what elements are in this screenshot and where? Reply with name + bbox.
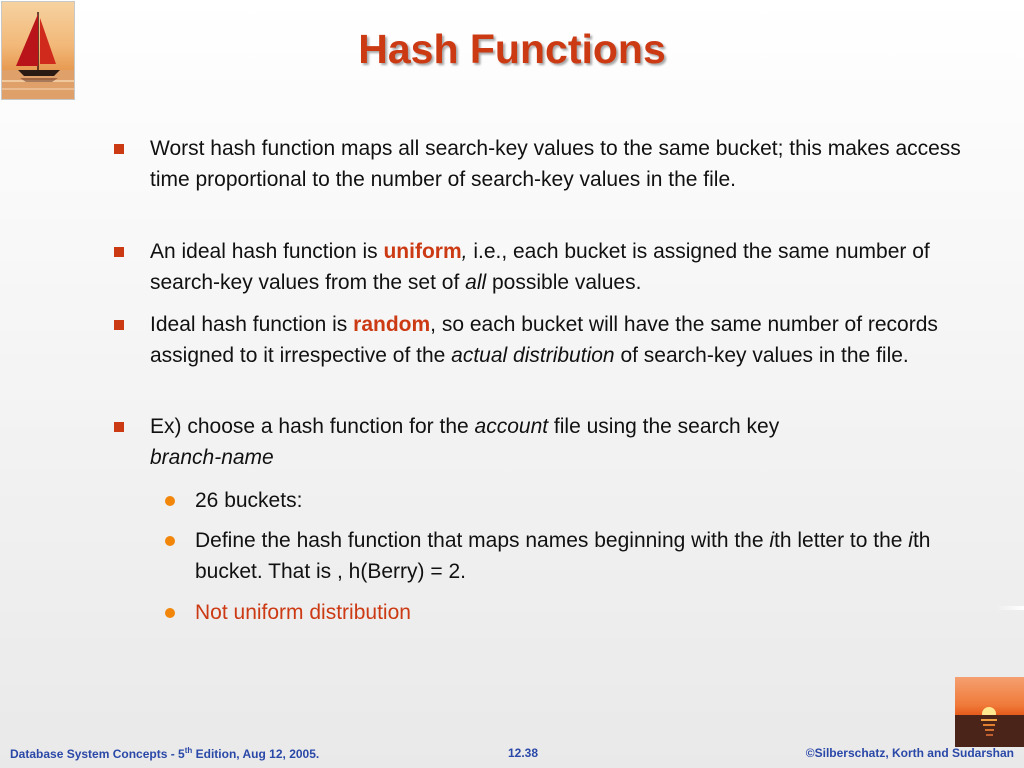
bullet-square-icon — [114, 320, 124, 330]
emphasis-branch-name: branch-name — [150, 446, 274, 469]
bullet-text-post: of search-key values in the file. — [614, 344, 909, 367]
emphasis-account: account — [474, 415, 549, 438]
subbullet-text-b: th letter to the — [774, 529, 909, 552]
slide-title: Hash Functions — [358, 26, 666, 72]
footer-book-title — [10, 746, 319, 761]
emphasis-i: i — [908, 529, 913, 552]
subbullet-text: 26 buckets: — [195, 489, 303, 512]
bullet-text-pre: Ex) choose a hash function for the — [150, 415, 475, 438]
subbullet-text-a: Define the hash function that maps names beginning with the — [195, 529, 770, 552]
subbullet-not-uniform — [195, 597, 955, 628]
bullet-text-mid: i.e., each bucket is assigned the same number of search-key values from the set of — [150, 240, 930, 294]
bullet-square-icon — [114, 422, 124, 432]
emphasis-i: i — [769, 529, 775, 552]
comma: , — [461, 240, 468, 263]
bullet-dot-icon — [165, 536, 175, 546]
bullet-text-pre: An ideal hash function is — [150, 240, 384, 263]
sunset-icon — [955, 677, 1024, 747]
subbullet-26-buckets — [195, 485, 955, 516]
bullet-square-icon — [114, 247, 124, 257]
bullet-dot-icon — [165, 608, 175, 618]
bullet-ideal-random — [150, 309, 980, 371]
bullet-text-mid: , so each bucket will have the same number of records assigned to it irrespective of the — [150, 313, 938, 367]
bullet-text-mid: file using the search key — [548, 415, 780, 438]
emphasis-actual-distribution: actual distribution — [451, 344, 615, 367]
emphasis-all: all — [465, 271, 487, 294]
subbullet-text: Not uniform distribution — [195, 601, 411, 624]
decorative-swoosh — [996, 606, 1024, 610]
bullet-worst-hash — [150, 133, 980, 195]
bullet-text: Worst hash function maps all search-key values to the same bucket; this makes access time proportional to the number of search-key values in the file. — [150, 137, 961, 191]
footer-text: Database System Concepts - 5 — [10, 747, 185, 761]
bullet-text-pre: Ideal hash function is — [150, 313, 354, 336]
footer-slide-number: 12.38 — [508, 746, 539, 760]
bullet-text-post: possible values. — [486, 271, 642, 294]
subbullet-define-hash — [195, 525, 955, 587]
highlight-random: random — [353, 313, 431, 336]
footer-superscript: th — [184, 746, 193, 755]
footer-copyright: ©Silberschatz, Korth and Sudarshan — [805, 746, 1014, 760]
subbullet-text-c: th bucket. That is , h(Berry) = 2. — [195, 529, 931, 583]
bullet-dot-icon — [165, 496, 175, 506]
bullet-example — [150, 411, 980, 473]
footer-text: Edition, Aug 12, 2005. — [192, 747, 320, 761]
highlight-uniform: uniform — [383, 240, 462, 263]
bullet-square-icon — [114, 144, 124, 154]
bullet-ideal-uniform — [150, 236, 980, 298]
